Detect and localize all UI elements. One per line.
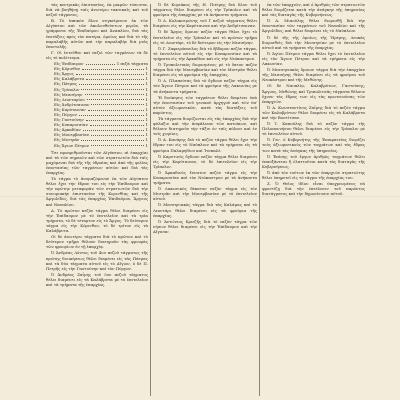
paragraph: Ὁ Ἐπίσης τοῦ ἔργου ἀριθμὸς ταγμάτων θέλει ἐπαυξάνεται ἢ ἐλαττοῦται κατὰ τὰς διαταγὰς τῆς Κυβερνήσεως.: [262, 153, 365, 169]
paragraph: Ὁ δὲ τῆς τῆς ὁμοίως τῆς Ἡρέμης, Λευκάς διορισθεὶς διὰ τὴν Μεσσηνίαν μὲ τὸ ἐπιτελεῖον αὐτοῦ καὶ τὰ τμήματα τῆς ἐπαρχίας.: [262, 34, 365, 50]
list-item: [54, 143, 148, 148]
paper-crease: [0, 196, 400, 197]
leader-dots: [81, 87, 143, 91]
paragraph: Ὁ Δ. Κολοκοτρώνης τοῦ Γ πεζοῦ τάγματος θέλει διαμένει εἰς τὴν Καρύταιναν καὶ τὴν Ἀνδρίτσαιναν.: [153, 18, 257, 29]
leader-dots: [76, 71, 144, 75]
paragraph: Ὁ Λακωνικὸς δέκατον πεζὸν τάγμα εἰς τὸν Μιστρᾶν καὶ τὴν Μονεμβασίαν μὲ τὸ ἐπιτελεῖον αὐτοῦ.: [153, 186, 257, 202]
list-item-value: 1: [145, 71, 148, 77]
paragraph: Ὁ Καρυτινὸς ὄγδοον πεζὸν τάγμα θέλει διαμένει εἰς τὴν Καρύταιναν, τὸ δὲ ἐπιτελεῖον εἰς τὴν Τρίπολιν.: [153, 153, 257, 169]
paragraph: Ὁ δὲ Ἄργος ὅμοιον πεζὸν τάγμα θέλει ἔχει τὸ ἐπιτελεῖον εἰς τὴν Τρίπολιν καὶ τὸ πρῶτον τμῆμα εἰς τὸ Λεοντάρι, τὸ δὲ δεύτερον εἰς τὴν Μεσσήνην.: [153, 29, 257, 45]
paragraph: Ὁ Μεσσηνιακὸς ὅμοιον τάγμα διὰ τὴν ἐπαρχίαν τῆς Μεσσήνης θέλει διαμένει εἰς τὰ φρούρια τοῦ Νεοκάστρου καὶ τῆς Μεθώνης.: [262, 67, 365, 83]
list-item-label: Εἰς Ἄργος: [54, 71, 74, 77]
paragraph: Α. Τὸ πρῶτον πεζὸν τάγμα θέλει διαμένει εἰς τὴν Ἐπίδαυρον μὲ τὸ ἐπιτελεῖον καὶ τὰ τρία τμήματα, τὸ δὲ τέταρτον εἰς τὸ Ἄργος. Τὸ δεύτερον τάγμα εἰς τὴν Κόρινθον, τὸ δὲ τρίτον εἰς τὰ Καλάβρυτα.: [46, 207, 148, 234]
list-item-label: Εἰς Κυπαρισσίαν: [54, 122, 88, 128]
list-item-label: Εἰς Λεονταρίου: [54, 96, 85, 102]
leader-dots: [91, 143, 144, 147]
list-item-label: Εἰς Ἀρκαδίαν: [54, 127, 81, 133]
list-item-value: 1: [145, 86, 148, 92]
list-item-value: 1: [145, 142, 148, 148]
list-item-value: 1: [145, 76, 148, 82]
list-item-value: 1: [145, 117, 148, 123]
column-rule-2: [259, 4, 260, 396]
list-item-value: 1: [145, 66, 148, 72]
paragraph: Ὁ Γεν. ὁ Κυβερνήτης τῆς Ἐπικρατείας διορίζει τοὺς ἀξιωματικοὺς τῶν ταγμάτων καὶ τὰς ἕδρας των κατὰ τὰς ἀνάγκας τῆς ὑπηρεσίας.: [262, 137, 365, 153]
paragraph: Ὁ Ἀνδρέας Ζαΐμης τοῦ 5ου πεζοῦ τάγματος θέλει διαμένει εἰς τὰ Καλάβρυτα μὲ τὸ ἐπιτελεῖον καὶ τὰ τμήματα τῆς ἐπαρχίας.: [46, 271, 148, 287]
list-item-value: 1: [145, 96, 148, 102]
paragraph: Ὁ Α. Κωνσταντῖνος Ζαΐμης διὰ τὸ πεζὸν τάγμα τῶν Καλαβρύτων θέλει διαμένει εἰς τὰ Καλάβρυτα καὶ τὴν Βοστίτσαν.: [262, 104, 365, 120]
paragraph: Ὅτι προαριθμοῦνται τῶν Αἰγύπτου, αἱ ἐπαρχίαι καὶ τὰ τῶν σημαιῶν καὶ τῶν στρατιωτῶν διὰ ταῖς μαχόμεναι διὰ τῆς τῆς ὑδραίας καὶ ἀπὸ τῆς φιλίας ἐπιστασίας τῶν ταγμάτων αὐτῶν καὶ διὰ τὰς ἐπαρχίας.: [46, 149, 148, 175]
paragraph: Ὁ Α. Κανάρης διὰ τὸ πεζὸν τάγμα θέλει ἔχει τὴν ἕδραν του εἰς τὸ Ναύπλιον καὶ τὰ τμήματα εἰς τὰ φρούρια Παλαμηδίου καὶ Ἰτσκαλέ.: [153, 137, 257, 153]
list-item-label: Εἰς Κόρινθον: [54, 66, 81, 72]
paragraph: Ὁ ἀπὸ τὸν τούτων ἐκ τῶν ἐπαρχιῶν στρατιώτης θέλει ὑπηρετεῖ εἰς τὸ τάγμα τῆς ἐπαρχίας του.: [262, 169, 365, 180]
battalion-list: [54, 61, 148, 148]
list-item-value: 1: [145, 132, 148, 138]
paragraph: Β. Τὸ ἱππικὸν ὅλον συγκείμενον ἐκ τῶν Αἰγύπτου καὶ τῶν ἀκολουθούντων μερῶν, τὰ γράμματα τῆς Ἐπιδαύρου καὶ Ἀναπλίου, διὰ τὰς ἐπιτάξεις πρὸς τὸν πατέρα, ὁμοίως καὶ διὰ τὸ τῆς παραλαβῆς αὐτῶν καὶ τὴν παραλαβὴν διὰ μιᾶς ἐπιστολῆς.: [46, 18, 148, 49]
list-item-label: Εἰς Καλάβρυτα: [54, 76, 85, 82]
paragraph: τὰς κεντρικὰς ἐπιστασίας, ἐκ μικρῶν τόσωντα, διὰ νὰ βοηθήσῃ ταῖς ἀνωτέρω τακτικαῖς καὶ τοῦ πεζοῦ τάγματος.: [46, 2, 148, 18]
list-item-label: Εἰς Ἄγιον Πέτρον: [54, 142, 89, 148]
paragraph: Ὁ Ἀντώνιος Κριεζῆς διὰ τὸ πεζὸν τάγμα τῶν νήσων θέλει διαμένει εἰς τὴν Ἐπίδαυρον καὶ τὴν Αἴγιναν.: [153, 218, 257, 234]
list-item-value: 1: [145, 137, 148, 143]
paragraph: ἐκ τῶν ἐπαρχιῶν, καὶ ὁ ἀριθμὸς τῶν στρατιωτῶν θέλει διορίζεται κατὰ τὴν ἀνάγκην τῆς ὑπηρεσίας καὶ τὰς διαταγὰς τῆς Κυβερνήσεως.: [262, 2, 365, 18]
list-item-value: 1: [145, 91, 148, 97]
leader-dots: [91, 102, 143, 106]
list-item-label: Εἰς Μονεμβασίαν: [54, 132, 90, 138]
paragraph: Ὁ Ἀγίου Πέτρου τάγμα θέλει ἔχει τὸ ἐπιτελεῖον εἰς τὸν Ἅγιον Πέτρον καὶ τὰ τμήματα εἰς τὴν Λακωνίαν.: [262, 50, 365, 67]
leader-dots: [86, 61, 115, 65]
list-item-value: 1: [145, 101, 148, 107]
list-item-value: 1: [145, 127, 148, 133]
list-item-label: Εἰς Τρίπολιν: [54, 86, 80, 92]
leader-dots: [86, 76, 143, 80]
list-item-value: 1: [145, 106, 148, 112]
paragraph: Ὁ Ἀρκαδινὸς ἔννατον πεζὸν τάγμα εἰς τὴν Κυπαρισσίαν καὶ τὸν Νεόκαστρον μὲ τὰ ἀνήκοντα τμήματα.: [153, 169, 257, 186]
leader-dots: [86, 117, 144, 121]
leader-dots: [83, 127, 144, 131]
paragraph: Οἱ δὲ ἀνωτέρω τάγματα διὰ τὸ πρῶτον καὶ τὸ δεύτερον τμῆμα θέλουν διατηροῦν τὰς φρουρὰς τῶν φρουρίων ἐν τῇ ἐπαρχίᾳ.: [46, 234, 148, 250]
list-item-label: Εἰς Καρύταιναν: [54, 106, 86, 112]
list-item-label: Εἰς Ἐπίδαυρον: [54, 61, 84, 67]
text-column-1: [46, 2, 148, 398]
list-item-label: Εἰς Ἀνδρίτσαιναν: [54, 101, 90, 107]
leader-dots: [82, 66, 143, 70]
leader-dots: [79, 112, 144, 116]
leader-dots: [88, 107, 144, 111]
paragraph: Γ. Οἱ ἐντεῦθεν καὶ πεζοὶ τῶν ταγμάτων τὰ δὲ εἰς τὸ πολίτευμα.: [46, 49, 148, 60]
paragraph: Ὁ Δ. Πλαπούτας διὰ τὸ ὄγδοον πεζὸν τάγμα εἰς τὸν Ἅγιον Πέτρον καὶ τὰ φρούρια τῆς Λακωνίας μὲ τὰ ἀνήκοντα τμήματα.: [153, 78, 257, 94]
paragraph: Ὁ Ἀνδρέας Λόντος τοῦ 4ου πεζοῦ τάγματος τῆς πρώτης διοικήσεως θέλει διαμένει εἰς τὰς Πάτρας καὶ τὰ δύο τάγματα αὐτοῦ εἰς τὸ Αἴγιον, ὁ δὲ Π. Πετρῆς εἰς τὴν Γαστούνην καὶ τὸν Πύργον.: [46, 250, 148, 271]
list-item-value: 1: [145, 111, 148, 117]
paragraph: Ὁ Α. Μιαούλης θέλει διορισθῇ διὰ τὴν ἐπιστασίαν τῶν ταγμάτων τοῦ Ναυπλίου καὶ τῆς Ἀργολίδος, καὶ θέλει διαμένει εἰς τὸ Ναύπλιον.: [262, 18, 365, 34]
paragraph: Τὸ τάγμα τὸ ἀνομαζόμενον ἐκ τῶν Αἰγύπτου θέλει ἔχει τὴν ἕδραν του εἰς τὴν Ἐπίδαυρον καὶ τὴν πρώτην μεταφορὰν τῶν στρατιωτῶν διὰ τὴν συνοριακὴν ἐπιστασίαν τῆς Κορινθίας καὶ τῆς Ἀργολίδος, διὰ τὰς ἐπαρχίας Ἐπιδαύρου, Ἄργους καὶ Ναυπλίου.: [46, 176, 148, 207]
list-item-label: Εἰς Μεσσήνην: [54, 91, 83, 97]
paragraph: Ὁ Γ. Ζαφειρόπουλος διὰ τὸ ἔβδομον πεζὸν τάγμα, τὸ ἐπιτελεῖον αὐτοῦ εἰς τὴν Κυπαρισσίαν καὶ τὰ τμήματα εἰς τὴν Ἀρκαδίαν καὶ εἰς τὴν Νεόκαστρον.: [153, 45, 257, 61]
paragraph: Ζ. Ὁ Θεῖος ἰδίου εἶναι ὑποχρεωμένος νὰ φροντίζῃ διὰ τὴν ἐκτέλεσιν τοῦ παρόντος διατάγματος καὶ τὴν δημοσίευσιν αὐτοῦ.: [262, 181, 365, 197]
paragraph: Οἱ δὲ Ναυπλίῳ, Καλαβρύτων, Γαστούνης, Ἄργους, Μεθώνης καὶ Τριπολιτσᾶς τάγματα θέλουν ἔχουν τὰς ἕδρας των εἰς τὰς πρωτευούσας τῶν ἐπαρχιῶν.: [262, 83, 365, 104]
list-item-value: 1 πεζὰ τάγματα: [116, 61, 148, 67]
paragraph: Ὁ δὲ Κυριάκος τῆς Η. Πιέτρης διὰ ὅλου τοῦ τάγματος θέλει διαμένει εἰς τὴν Τρίπολιν καὶ τὰ φρούρια τῆς ἐπαρχίας μὲ τὰ ἀνήκοντα τμήματα.: [153, 2, 257, 18]
text-column-2: [153, 2, 257, 398]
leader-dots: [79, 81, 143, 85]
list-item-value: 1: [145, 122, 148, 128]
paragraph: Ὁ Μεσσηνιακὸς τάγμα διὰ τὰς Καλάμας καὶ τὸ Λεοντάρι θέλει διαμένει εἰς τὰ φρούρια τῆς ἐπαρχίας.: [153, 202, 257, 218]
paragraph: Ἡ διοίκησις τῶν ταγμάτων θέλει διαμένει ὑπὸ τὴν ἐπιστασίαν τοῦ γενικοῦ ἀρχηγοῦ καὶ τῶν ὑπ' αὐτὸν ἀξιωματικῶν, κατὰ τὰς διατάξεις τοῦ παρόντος.: [153, 94, 257, 115]
list-item-label: Εἰς Μιστρᾶν: [54, 137, 80, 143]
paragraph: Ὁ Τρυπολιτικὸς διορισμένος μὲ τὸ ἕκτον πεζὸν τάγμα διὰ τὴν Μονεμβασίαν καὶ τὸν Μιστρᾶν θέλει διαμένει εἰς τὰ φρούρια τῆς ἐπαρχίας.: [153, 62, 257, 78]
list-item-label: Εἰς Γαστούνην: [54, 117, 84, 123]
list-item-value: 1: [145, 81, 148, 87]
leader-dots: [81, 137, 143, 141]
leader-dots: [87, 97, 144, 101]
paragraph: Τὰ τάγματα διορίζονται εἰς τὰς ἐπαρχίας διὰ τὴν φύλαξιν καὶ τὴν ἀσφάλειαν τῶν κατοίκων, καὶ θέλουν διατηροῦν τὴν τάξιν ἐν ταῖς πόλεσι καὶ ἐν τοῖς χωρίοις.: [153, 115, 257, 137]
text-column-3: [262, 2, 365, 398]
list-item-label: Εἰς Πάτρας: [54, 81, 78, 87]
leader-dots: [90, 122, 144, 126]
column-rule-1: [150, 4, 151, 396]
paragraph: Ὁ Ἰ. Καπούλης διὰ τὸ πεζὸν τάγμα τῆς Πελοποννήσου θέλει διαμένει εἰς τὴν Τρίπολιν μὲ τὸ ἐπιτελεῖον αὐτοῦ.: [262, 121, 365, 137]
list-item-label: Εἰς Πύργον: [54, 111, 77, 117]
leader-dots: [85, 92, 144, 96]
leader-dots: [91, 132, 143, 136]
